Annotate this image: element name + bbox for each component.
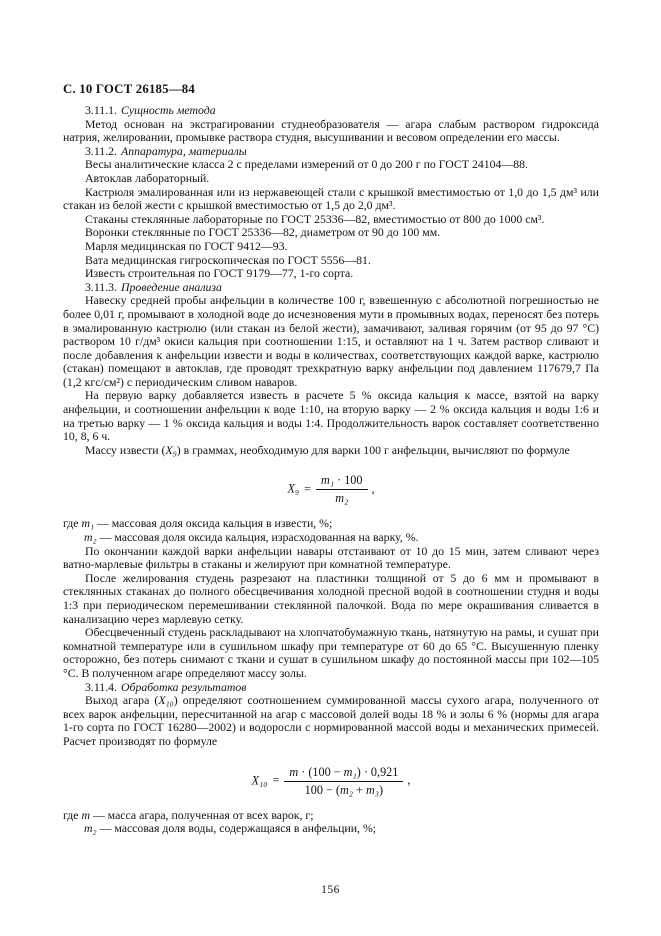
where-text: — масса агара, полученная от всех варок, г; bbox=[92, 807, 314, 822]
equals-sign: = bbox=[272, 772, 280, 787]
formula-x10 bbox=[63, 765, 599, 798]
paragraph-lime-mass-intro bbox=[63, 444, 599, 458]
section-number: 3.11.1. bbox=[85, 103, 118, 117]
section-heading-3-11-4 bbox=[63, 681, 599, 695]
paragraph-beakers: Стаканы стеклянные лабораторные по ГОСТ 25336—82, вместимостью от 800 до 1000 см³. bbox=[85, 211, 545, 226]
where-prefix: где bbox=[63, 807, 79, 822]
paragraph-autoclave: Автоклав лабораторный. bbox=[85, 170, 210, 185]
section-number: 3.11.3. bbox=[85, 279, 118, 294]
formula-lhs: X₉ bbox=[287, 481, 300, 496]
where-line-m1 bbox=[63, 517, 599, 531]
paragraph-funnels: Воронки стеклянные по ГОСТ 25336—82, диаметром от 90 до 100 мм. bbox=[85, 225, 441, 240]
where-prefix: где bbox=[63, 516, 79, 531]
paragraph-drying: Обесцвеченный студень раскладывают на хлопчатобумажную ткань, натянутую на рамы, и сушат при комнатной температуре или в сушильном шкафу при температуре от 60 до 65 °С. Высушенную пленку осторожно, без потерь снимают с ткани и сушат в сушильном шкафу до постоянной массы при 102—105 °С. В полученном агаре определяют массу золы. bbox=[63, 625, 599, 680]
paragraph-pot: Кастрюля эмалированная или из нержавеющей стали с крышкой вместимостью от 1,0 до 1,5 дм³ или стакан из белой жести с крышкой вместимостью от 1,5 до 2,0 дм³. bbox=[63, 184, 599, 213]
text-run: 100 − ( bbox=[304, 782, 340, 797]
document-body bbox=[63, 104, 599, 836]
variable-m2: m₂ bbox=[84, 821, 97, 836]
variable-m1: m₁ bbox=[343, 764, 357, 779]
fraction bbox=[316, 473, 367, 506]
text-run: + bbox=[353, 782, 366, 797]
text-run: ) в граммах, необходимую для варки 100 г анфельции, вычисляют по формуле bbox=[176, 442, 570, 457]
fraction bbox=[284, 765, 403, 798]
text-run: ) bbox=[379, 782, 384, 797]
paragraph-sample-procedure: Навеску средней пробы анфельции в количестве 100 г, взвешенную с абсолютной погрешностью не более 0,01 г, промывают в холодной воде до исчезновения мути в промывных водах, переносят без потерь в эмалированную кастрюлю (или стакан из белой жести), замачивают, заливая горячим (от 95 до 97 °С) раствором 10 г/дм³ окиси кальция при соотношении 1:15, и оставляют на 1 ч. Затем раствор сливают и после добавления к анфельции извести и воды в количествах, соответствующих каждой варке, кастрюлю (стакан) помещают в автоклав, где проводят трехкратную варку анфельции под давлением 117679,7 Па (1,2 кгс/см²) с периодическим сливом наваров. bbox=[63, 293, 599, 389]
section-heading-3-11-3 bbox=[63, 281, 599, 295]
section-heading-3-11-1 bbox=[63, 104, 599, 118]
formula-comma: , bbox=[407, 772, 411, 787]
variable-x9: X₉ bbox=[165, 442, 177, 457]
paragraph-lime: Известь строительная по ГОСТ 9179—77, 1-го сорта. bbox=[85, 266, 354, 281]
variable-x10: X₁₀ bbox=[158, 693, 174, 708]
section-title: Обработка результатов bbox=[121, 679, 247, 694]
paragraph-agar-yield-intro bbox=[63, 694, 599, 748]
fraction-denominator bbox=[284, 782, 403, 798]
text-run: ) определяют соотношением суммированной массы сухого агара, полученного от всех варок анфельции, пересчитанной на агар с массовой долей воды 18 % и золы 6 % (нормы для агара 1-го сорта по ГОСТ 16280—2002) и водоросли с нормированной массой воды и механических примесей. Расчет производят по формуле bbox=[63, 693, 600, 748]
section-title: Сущность метода bbox=[121, 103, 216, 117]
variable-m: m bbox=[81, 807, 90, 822]
text-run: · 100 bbox=[334, 473, 363, 488]
text-run: · (100 − bbox=[298, 764, 344, 779]
text-run: Массу извести ( bbox=[85, 442, 166, 457]
paragraph-jelly-washing: После желирования студень разрезают на пластинки толщиной от 5 до 6 мм и промывают в стеклянных стаканах до полного обесцвечивания холодной пресной водой в соотношении студня и воды 1:3 при периодическом перемешивании стеклянной палочкой. Вода по мере окрашивания сливается в канализацию через марлевую сетку. bbox=[63, 570, 599, 626]
variable-m2: m₂ bbox=[84, 530, 97, 545]
text-run: ) · 0,921 bbox=[356, 764, 399, 779]
variable-m2: m₂ bbox=[335, 491, 349, 506]
variable-m1: m₁ bbox=[81, 516, 95, 531]
equals-sign: = bbox=[304, 481, 312, 496]
paragraph-method-essence: Метод основан на экстрагировании студнеобразователя — агара слабым раствором гидроксида натрия, желировании, промывке раствора студня, высушивании и весовом определении его массы. bbox=[63, 116, 599, 145]
section-number: 3.11.2. bbox=[85, 143, 118, 158]
variable-m: m bbox=[289, 764, 299, 779]
section-number: 3.11.4. bbox=[85, 679, 118, 694]
paragraph-settling: По окончании каждой варки анфельции навары отстаивают от 10 до 15 мин, затем сливают через ватно-марлевые фильтры в стаканы и желируют при комнатной температуре. bbox=[63, 543, 599, 572]
where-line-m bbox=[63, 809, 599, 823]
where-line-m2-water bbox=[63, 822, 599, 836]
formula-lhs: X₁₀ bbox=[251, 772, 268, 787]
where-text: — массовая доля оксида кальция, израсходованная на варку, %. bbox=[99, 530, 419, 545]
section-title: Проведение анализа bbox=[121, 279, 222, 294]
running-header: С. 10 ГОСТ 26185—84 bbox=[63, 82, 195, 96]
where-text: — массовая доля воды, содержащаяся в анфельции, %; bbox=[99, 821, 377, 836]
paragraph-cooking-ratios: На первую варку добавляется известь в расчете 5 % оксида кальция к массе, взятой на варку анфельции, и соотношении анфельции к воде 1:10, на вторую варку — 2 % оксида кальция и воды 1:6 и на третью варку — 1 % оксида кальция и воды 1:4. Продолжительность варок составляет соответственно 10, 8, 6 ч. bbox=[63, 388, 599, 444]
variable-m3: m₃ bbox=[365, 782, 380, 797]
text-run: Выход агара ( bbox=[85, 693, 159, 708]
where-line-m2 bbox=[63, 531, 599, 545]
fraction-denominator bbox=[316, 490, 367, 506]
formula-x9 bbox=[63, 473, 599, 506]
page-number: 156 bbox=[321, 884, 340, 896]
where-text: — массовая доля оксида кальция в извести, %; bbox=[97, 516, 333, 531]
fraction-numerator bbox=[284, 765, 403, 782]
variable-m2: m₂ bbox=[339, 782, 354, 797]
variable-m1: m₁ bbox=[321, 473, 335, 488]
paragraph-gauze: Марля медицинская по ГОСТ 9412—93. bbox=[85, 238, 288, 253]
fraction-numerator bbox=[316, 473, 367, 490]
section-heading-3-11-2 bbox=[63, 145, 599, 159]
paragraph-cotton: Вата медицинская гигроскопическая по ГОСТ 5556—81. bbox=[85, 252, 371, 267]
section-title: Аппаратура, материалы bbox=[121, 143, 247, 158]
formula-comma: , bbox=[371, 481, 375, 496]
paragraph-scales: Весы аналитические класса 2 с пределами измерений от 0 до 200 г по ГОСТ 24104—88. bbox=[85, 157, 528, 172]
